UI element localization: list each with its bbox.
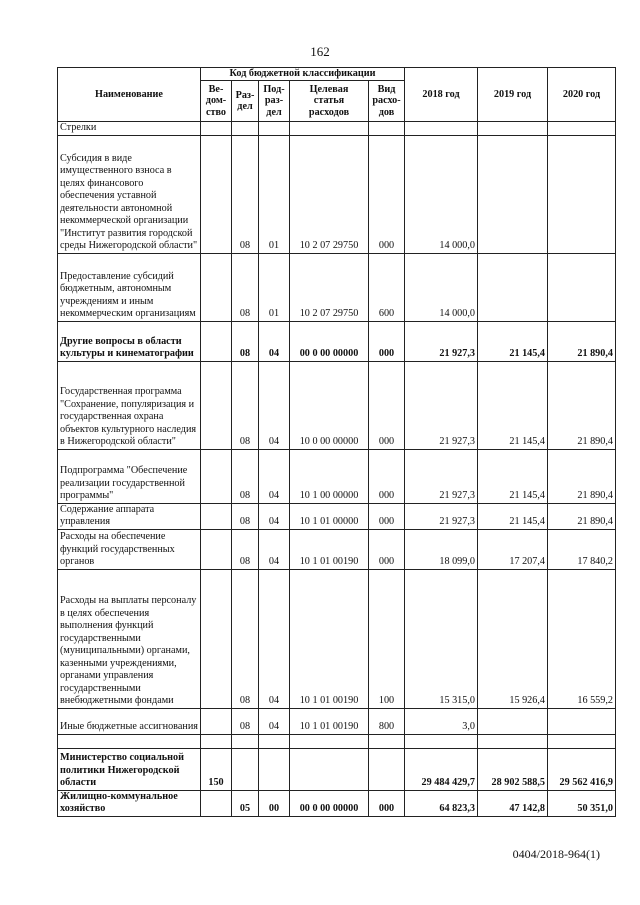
document-code: 0404/2018-964(1) [512,847,600,861]
header-vid: Вид расхо- дов [369,81,405,122]
cell-razdel: 08 [232,569,259,708]
cell-y2019 [478,135,548,253]
table-row [58,734,616,748]
cell-podrazdel: 01 [259,135,290,253]
cell-y2018: 18 099,0 [405,529,478,569]
table-row [58,569,616,708]
cell-vid: 000 [369,529,405,569]
cell-vid: 600 [369,253,405,321]
cell-name: Жилищно-коммунальное хозяйство [58,790,201,816]
cell-razdel: 08 [232,361,259,449]
table-row [58,122,616,136]
cell-y2020 [548,253,616,321]
cell-razdel [232,122,259,136]
cell-y2019: 47 142,8 [478,790,548,816]
header-podrazdel: Под- раз- дел [259,81,290,122]
cell-name: Государственная программа "Сохранение, популяризация и государственная охрана объектов культурного наследия в Нижегородской области" [58,361,201,449]
cell-y2018: 64 823,3 [405,790,478,816]
page-number: 162 [310,44,330,59]
cell-podrazdel: 04 [259,361,290,449]
cell-name [58,734,201,748]
cell-razdel: 08 [232,135,259,253]
cell-name: Стрелки [58,122,201,136]
cell-y2019 [478,253,548,321]
cell-name: Иные бюджетные ассигнования [58,708,201,734]
cell-name: Другие вопросы в области культуры и кинематографии [58,321,201,361]
cell-ved [201,135,232,253]
cell-target: 10 2 07 29750 [290,135,369,253]
cell-podrazdel: 04 [259,529,290,569]
cell-vid: 000 [369,135,405,253]
cell-target: 10 1 01 00190 [290,569,369,708]
cell-y2018: 21 927,3 [405,321,478,361]
budget-table [57,67,616,817]
cell-y2018: 21 927,3 [405,361,478,449]
cell-name: Министерство социальной политики Нижегородской области [58,748,201,790]
cell-vid [369,748,405,790]
cell-target: 00 0 00 00000 [290,321,369,361]
table-row [58,321,616,361]
cell-target [290,734,369,748]
cell-vid: 100 [369,569,405,708]
cell-y2019: 28 902 588,5 [478,748,548,790]
cell-razdel: 05 [232,790,259,816]
header-code-group: Код бюджетной классификации [201,68,405,81]
cell-y2020: 50 351,0 [548,790,616,816]
cell-ved [201,321,232,361]
cell-y2018 [405,122,478,136]
cell-ved [201,529,232,569]
cell-ved [201,790,232,816]
table-row [58,790,616,816]
cell-razdel: 08 [232,449,259,503]
cell-ved [201,361,232,449]
cell-vid: 000 [369,790,405,816]
cell-y2020: 21 890,4 [548,503,616,529]
cell-vid [369,734,405,748]
cell-y2020 [548,122,616,136]
cell-razdel [232,734,259,748]
cell-y2019: 21 145,4 [478,361,548,449]
cell-vid: 000 [369,503,405,529]
cell-target [290,122,369,136]
header-ved: Ве- дом- ство [201,81,232,122]
header-target: Целевая статья расходов [290,81,369,122]
cell-y2020 [548,734,616,748]
cell-vid: 000 [369,361,405,449]
cell-razdel: 08 [232,503,259,529]
cell-target: 00 0 00 00000 [290,790,369,816]
cell-y2019 [478,734,548,748]
cell-vid: 000 [369,449,405,503]
cell-ved [201,569,232,708]
cell-vid: 000 [369,321,405,361]
cell-y2019 [478,708,548,734]
cell-y2020 [548,708,616,734]
cell-y2018: 14 000,0 [405,253,478,321]
cell-target: 10 1 00 00000 [290,449,369,503]
table-row [58,708,616,734]
cell-y2020: 16 559,2 [548,569,616,708]
cell-vid [369,122,405,136]
cell-vid: 800 [369,708,405,734]
cell-target: 10 1 01 00000 [290,503,369,529]
cell-y2018: 21 927,3 [405,503,478,529]
table-row [58,529,616,569]
cell-ved [201,253,232,321]
cell-podrazdel [259,122,290,136]
cell-ved [201,503,232,529]
cell-podrazdel: 04 [259,321,290,361]
header-name: Наименование [58,68,201,122]
cell-podrazdel: 04 [259,449,290,503]
cell-ved [201,708,232,734]
cell-y2019: 21 145,4 [478,321,548,361]
cell-target: 10 1 01 00190 [290,708,369,734]
cell-podrazdel [259,748,290,790]
cell-y2019: 15 926,4 [478,569,548,708]
cell-ved: 150 [201,748,232,790]
cell-razdel: 08 [232,253,259,321]
cell-y2018: 21 927,3 [405,449,478,503]
cell-razdel: 08 [232,529,259,569]
cell-razdel: 08 [232,321,259,361]
table-row [58,361,616,449]
table-row [58,748,616,790]
cell-name: Содержание аппарата управления [58,503,201,529]
cell-y2018: 3,0 [405,708,478,734]
cell-target: 10 1 01 00190 [290,529,369,569]
cell-podrazdel: 04 [259,503,290,529]
header-razdel: Раз- дел [232,81,259,122]
cell-ved [201,734,232,748]
cell-razdel [232,748,259,790]
cell-y2019: 17 207,4 [478,529,548,569]
cell-y2020 [548,135,616,253]
cell-podrazdel [259,734,290,748]
cell-y2020: 29 562 416,9 [548,748,616,790]
cell-y2019: 21 145,4 [478,503,548,529]
cell-razdel: 08 [232,708,259,734]
cell-target: 10 0 00 00000 [290,361,369,449]
cell-ved [201,122,232,136]
header-2019: 2019 год [478,68,548,122]
header-2018: 2018 год [405,68,478,122]
cell-y2020: 21 890,4 [548,321,616,361]
cell-name: Субсидия в виде имущественного взноса в целях финансового обеспечения уставной деятельности автономной некоммерческой организации "Институт развития городской среды Нижегородской области" [58,135,201,253]
table-row [58,253,616,321]
cell-name: Предоставление субсидий бюджетным, автономным учреждениям и иным некоммерческим организациям [58,253,201,321]
cell-target [290,748,369,790]
cell-y2019 [478,122,548,136]
cell-target: 10 2 07 29750 [290,253,369,321]
cell-y2019: 21 145,4 [478,449,548,503]
cell-name: Расходы на обеспечение функций государственных органов [58,529,201,569]
cell-y2018 [405,734,478,748]
cell-y2020: 21 890,4 [548,449,616,503]
cell-podrazdel: 04 [259,569,290,708]
table-row [58,449,616,503]
cell-y2018: 29 484 429,7 [405,748,478,790]
cell-name: Расходы на выплаты персоналу в целях обеспечения выполнения функций государственными (муниципальными) органами, казенными учреждениями, органами управления государственными внебюджетными фондами [58,569,201,708]
cell-ved [201,449,232,503]
header-2020: 2020 год [548,68,616,122]
cell-podrazdel: 01 [259,253,290,321]
cell-y2018: 14 000,0 [405,135,478,253]
cell-y2018: 15 315,0 [405,569,478,708]
cell-podrazdel: 04 [259,708,290,734]
table-row [58,503,616,529]
cell-y2020: 21 890,4 [548,361,616,449]
cell-y2020: 17 840,2 [548,529,616,569]
cell-name: Подпрограмма "Обеспечение реализации государственной программы" [58,449,201,503]
cell-podrazdel: 00 [259,790,290,816]
table-row [58,135,616,253]
